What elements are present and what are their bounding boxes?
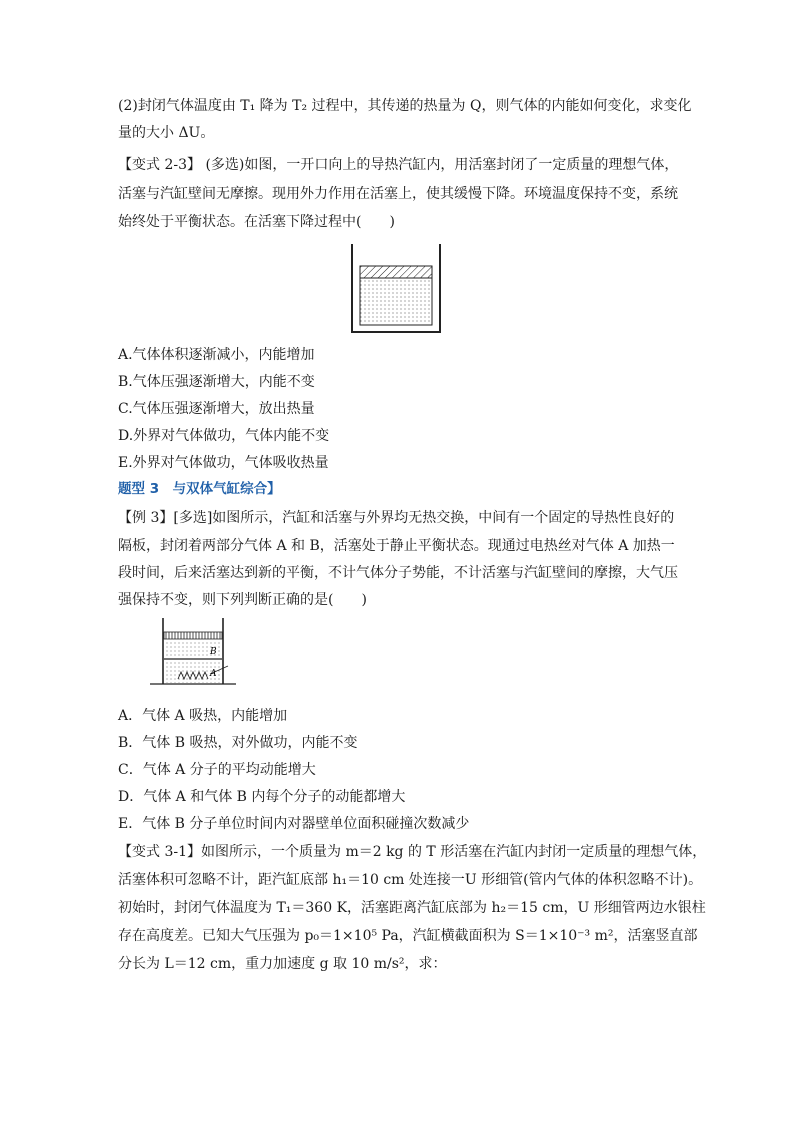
gas-region [360,278,432,325]
variant23-option-a: A.气体体积逐渐减小，内能增加 [118,347,315,363]
example3-line-4: 强保持不变，则下列判断正确的是( ) [118,592,367,608]
double-gas-cylinder-figure [150,618,240,694]
piston [360,266,432,278]
fig-label-b: B [210,647,217,657]
variant23-line-2: 活塞与汽缸壁间无摩擦。现用外力作用在活塞上，使其缓慢下降。环境温度保持不变，系统 [118,186,678,202]
variant31-line-2: 活塞体积可忽略不计，距汽缸底部 h₁＝10 cm 处连接一U 形细管(管内气体的体积忽略不计)。 [118,872,703,888]
fig-label-a: A [210,669,217,679]
piston [164,632,222,639]
section3-title: 题型 3 与双体气缸综合】 [118,481,281,497]
example3-option-d: D．气体 A 和气体 B 内每个分子的动能都增大 [118,789,406,805]
example3-option-e: E．气体 B 分子单位时间内对器壁单位面积碰撞次数减少 [118,816,470,832]
part2-line-1: (2)封闭气体温度由 T₁ 降为 T₂ 过程中，其传递的热量为 Q，则气体的内能如何变化，求变化 [118,98,692,114]
variant23-option-e: E.外界对气体做功，气体吸收热量 [118,455,329,471]
example3-option-a: A．气体 A 吸热，内能增加 [118,708,288,724]
variant23-line-3: 始终处于平衡状态。在活塞下降过程中( ) [118,214,395,230]
piston-cylinder-figure [348,244,444,336]
variant23-option-d: D.外界对气体做功，气体内能不变 [118,428,330,444]
variant23-option-c: C.气体压强逐渐增大，放出热量 [118,401,315,417]
example3-option-b: B．气体 B 吸热，对外做功，内能不变 [118,735,358,751]
variant31-line-3: 初始时，封闭气体温度为 T₁＝360 K，活塞距离汽缸底部为 h₂＝15 cm，U 形细管两边水银柱 [118,900,706,916]
variant31-line-1: 【变式 3-1】如图所示，一个质量为 m＝2 kg 的 T 形活塞在汽缸内封闭一定质量的理想气体， [118,844,707,860]
example3-line-3: 段时间，后来活塞达到新的平衡，不计气体分子势能，不计活塞与汽缸壁间的摩擦，大气压 [118,565,678,581]
variant31-line-4: 存在高度差。已知大气压强为 p₀＝1×10⁵ Pa，汽缸横截面积为 S＝1×10⁻³ m²，活塞竖直部 [118,928,698,944]
example3-line-1: 【例 3】[多选]如图所示，汽缸和活塞与外界均无热交换，中间有一个固定的导热性良好的 [118,510,675,526]
example3-option-c: C．气体 A 分子的平均动能增大 [118,762,316,778]
example3-line-2: 隔板，封闭着两部分气体 A 和 B，活塞处于静止平衡状态。现通过电热丝对气体 A 加热一 [118,538,675,554]
variant23-option-b: B.气体压强逐渐增大，内能不变 [118,374,315,390]
part2-line-2: 量的大小 ΔU。 [118,125,215,141]
variant31-line-5: 分长为 L＝12 cm，重力加速度 g 取 10 m/s²，求： [118,956,447,972]
variant23-line-1: 【变式 2-3】 (多选)如图，一开口向上的导热汽缸内，用活塞封闭了一定质量的理想气体， [118,157,679,173]
